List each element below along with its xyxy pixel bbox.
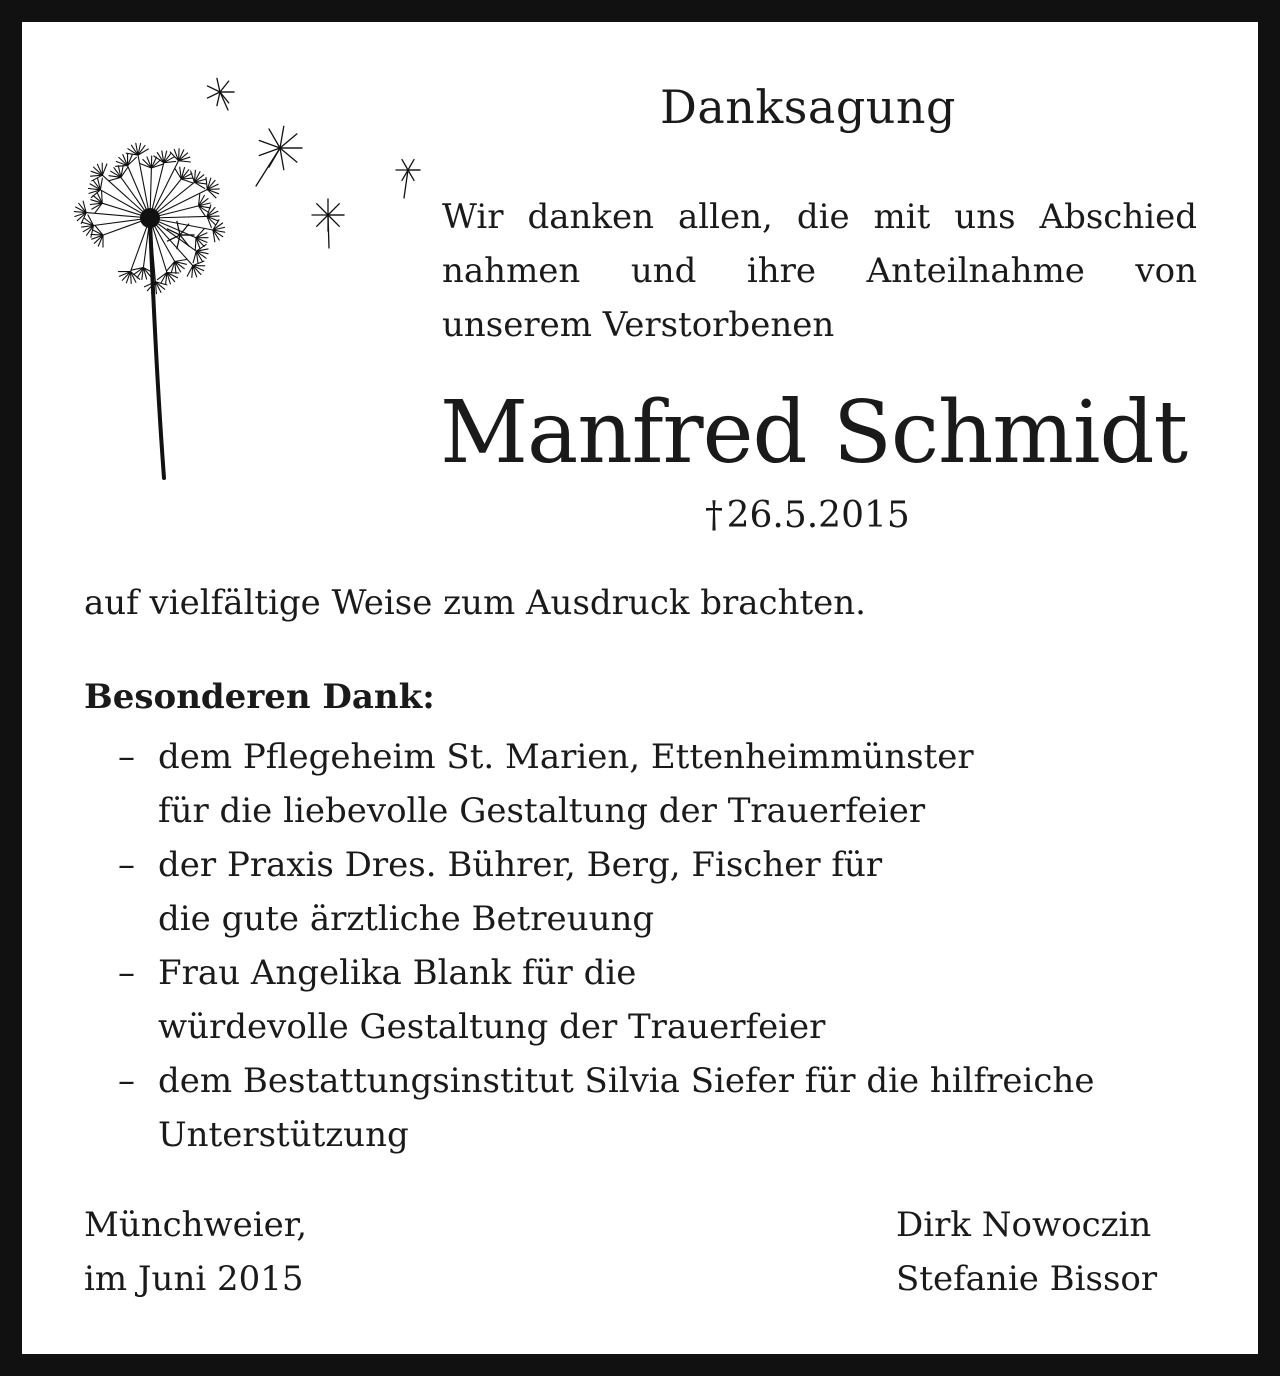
notice-heading: Danksagung	[660, 80, 956, 134]
thanks-line: der Praxis Dres. Bührer, Berg, Fischer für	[158, 845, 883, 885]
signers	[896, 1198, 1157, 1306]
dandelion-icon	[70, 70, 450, 490]
place-date	[84, 1198, 307, 1306]
thanks-item	[118, 1054, 1188, 1162]
signer: Dirk Nowoczin	[896, 1205, 1152, 1245]
thanks-line: würdevolle Gestaltung der Trauerfeier	[158, 1007, 826, 1047]
thanks-heading: Besonderen Dank:	[84, 677, 435, 717]
thanks-line: Unterstützung	[158, 1115, 409, 1155]
date: im Juni 2015	[84, 1259, 304, 1299]
closing-line: auf vielfältige Weise zum Ausdruck brachten.	[84, 583, 866, 623]
thanks-line: die gute ärztliche Betreuung	[158, 899, 655, 939]
thanks-item	[118, 946, 1188, 1054]
thanks-line: dem Pflegeheim St. Marien, Ettenheimmünster	[158, 737, 974, 777]
intro-text	[442, 190, 1197, 352]
list-dash: –	[118, 737, 135, 777]
intro-line: Wir danken allen, die mit uns Abschied	[442, 197, 1197, 237]
signer: Stefanie Bissor	[896, 1259, 1158, 1299]
thanks-line: Frau Angelika Blank für die	[158, 953, 637, 993]
thanks-item	[118, 838, 1188, 946]
list-dash: –	[118, 953, 135, 993]
thanks-line: dem Bestattungsinstitut Silvia Siefer für die hilfreiche	[158, 1061, 1095, 1101]
place: Münchweier,	[84, 1205, 308, 1245]
list-dash: –	[118, 845, 135, 885]
list-dash: –	[118, 1061, 135, 1101]
death-date: † 26.5.2015	[705, 495, 910, 536]
deceased-name: Manfred Schmidt	[440, 383, 1188, 483]
intro-line: nahmen und ihre Anteilnahme von	[442, 251, 1197, 291]
thanks-item	[118, 730, 1188, 838]
thanks-line: für die liebevolle Gestaltung der Trauerfeier	[158, 791, 926, 831]
thanks-list	[118, 730, 1188, 1162]
intro-line: unserem Verstorbenen	[442, 305, 835, 345]
